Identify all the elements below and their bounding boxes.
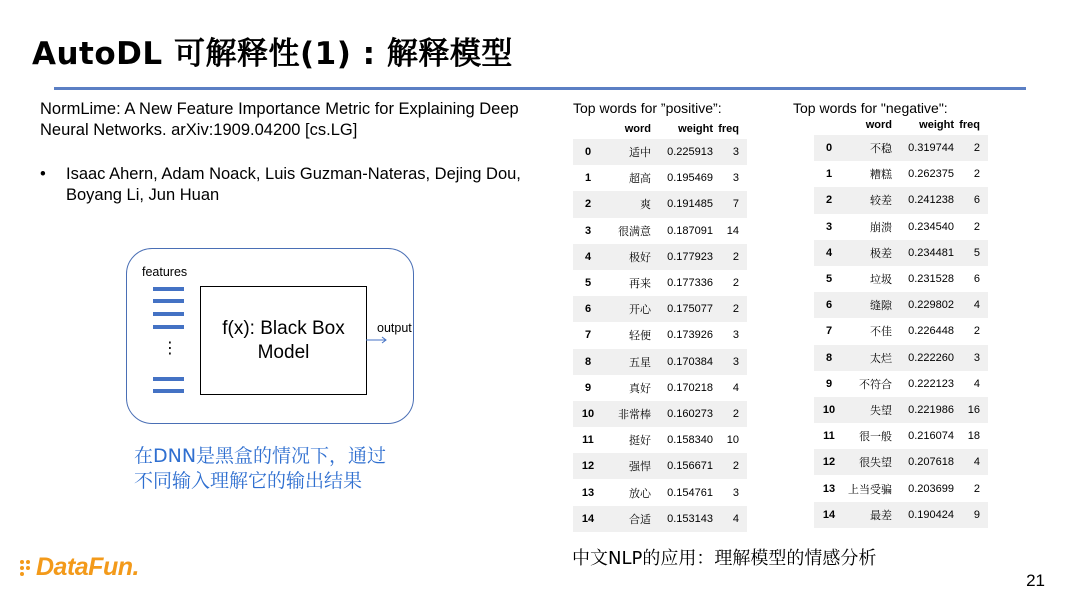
row-freq: 4 <box>732 381 739 394</box>
row-index: 14 <box>581 512 595 525</box>
table-row <box>814 292 988 318</box>
row-weight: 0.173926 <box>667 329 713 342</box>
row-weight: 0.175077 <box>667 303 713 316</box>
row-index: 4 <box>825 246 833 259</box>
row-word: 适中 <box>629 147 651 160</box>
table-row <box>814 318 988 344</box>
row-word: 不符合 <box>859 378 892 391</box>
row-freq: 4 <box>973 299 980 312</box>
row-freq: 3 <box>732 172 739 185</box>
row-index: 0 <box>825 142 833 155</box>
row-freq: 2 <box>973 168 980 181</box>
positive-table-title: Top words for ”positive”: <box>573 100 722 116</box>
row-weight: 0.177336 <box>667 277 713 290</box>
negative-words-table <box>814 115 988 528</box>
row-weight: 0.154761 <box>667 486 713 499</box>
feature-bar-icon <box>153 325 184 329</box>
table-row <box>573 165 747 191</box>
row-weight: 0.241238 <box>908 194 954 207</box>
table-row <box>573 296 747 322</box>
header-word: word <box>865 119 892 131</box>
row-index: 13 <box>822 482 836 495</box>
datafun-logo <box>18 553 139 582</box>
row-freq: 2 <box>732 407 739 420</box>
row-weight: 0.207618 <box>908 456 954 469</box>
row-word: 很一般 <box>859 431 892 444</box>
table-row <box>814 449 988 475</box>
row-weight: 0.319744 <box>908 142 954 155</box>
row-weight: 0.153143 <box>667 512 713 525</box>
row-word: 不佳 <box>870 326 892 339</box>
row-word: 不稳 <box>870 143 892 156</box>
row-weight: 0.222123 <box>908 377 954 390</box>
header-word: word <box>624 123 651 135</box>
row-weight: 0.225913 <box>667 146 713 159</box>
row-weight: 0.221986 <box>908 403 954 416</box>
row-index: 2 <box>825 194 833 207</box>
note-line-2: 不同输入理解它的输出结果 <box>134 470 363 492</box>
row-freq: 2 <box>973 482 980 495</box>
header-freq: freq <box>959 119 980 131</box>
table-row <box>814 187 988 213</box>
row-freq: 18 <box>967 430 980 443</box>
row-index: 6 <box>825 299 833 312</box>
row-index: 3 <box>584 224 592 237</box>
row-word: 较差 <box>870 195 892 208</box>
row-word: 真好 <box>629 382 651 395</box>
row-freq: 3 <box>732 355 739 368</box>
row-freq: 16 <box>967 403 980 416</box>
row-index: 10 <box>822 403 836 416</box>
row-weight: 0.156671 <box>667 460 713 473</box>
row-freq: 3 <box>732 146 739 159</box>
table-header <box>814 115 988 135</box>
row-word: 放心 <box>629 487 651 500</box>
header-weight: weight <box>919 119 954 131</box>
table-row <box>573 375 747 401</box>
table-row <box>573 270 747 296</box>
row-weight: 0.158340 <box>667 434 713 447</box>
row-freq: 2 <box>973 325 980 338</box>
row-freq: 5 <box>973 246 980 259</box>
row-word: 开心 <box>629 304 651 317</box>
title-divider <box>54 87 1026 90</box>
feature-bar-icon <box>153 299 184 303</box>
row-index: 5 <box>825 273 833 286</box>
row-weight: 0.170218 <box>667 381 713 394</box>
features-label: features <box>142 265 188 279</box>
row-index: 9 <box>825 377 833 390</box>
table-row <box>573 401 747 427</box>
row-weight: 0.177923 <box>667 250 713 263</box>
row-weight: 0.190424 <box>908 508 954 521</box>
note-line-1: 在DNN是黑盒的情况下，通过 <box>134 445 387 467</box>
table-row <box>814 214 988 240</box>
table-row <box>814 161 988 187</box>
row-word: 上当受骗 <box>848 483 892 496</box>
feature-bar-icon <box>153 287 184 291</box>
row-index: 7 <box>825 325 833 338</box>
row-word: 失望 <box>870 404 892 417</box>
page-number: 21 <box>1026 571 1045 590</box>
row-index: 1 <box>825 168 833 181</box>
row-word: 缝隙 <box>870 300 892 313</box>
row-weight: 0.222260 <box>908 351 954 364</box>
slide-title: AutoDL 可解释性(1) : 解释模型 <box>32 36 513 72</box>
row-word: 极差 <box>870 247 892 260</box>
black-box-label-line2: Model <box>257 341 310 363</box>
table-header <box>573 119 747 139</box>
row-freq: 2 <box>973 220 980 233</box>
row-word: 再来 <box>629 278 651 291</box>
row-index: 7 <box>584 329 592 342</box>
feature-bar-icon <box>153 312 184 316</box>
row-index: 14 <box>822 508 836 521</box>
table-row <box>573 453 747 479</box>
table-row <box>573 349 747 375</box>
row-freq: 3 <box>973 351 980 364</box>
row-weight: 0.187091 <box>667 224 713 237</box>
row-index: 2 <box>584 198 592 211</box>
logo-text: DataFun. <box>36 553 139 581</box>
application-caption: 中文NLP的应用：理解模型的情感分析 <box>572 548 877 569</box>
vertical-ellipsis: ⋮ <box>162 338 178 357</box>
output-label: output <box>377 321 412 335</box>
table-row <box>814 423 988 449</box>
row-word: 太烂 <box>870 352 892 365</box>
row-index: 11 <box>582 434 594 447</box>
row-weight: 0.226448 <box>908 325 954 338</box>
row-weight: 0.160273 <box>667 407 713 420</box>
negative-table-title: Top words for "negative": <box>793 100 948 116</box>
row-index: 3 <box>825 220 833 233</box>
row-index: 10 <box>581 407 595 420</box>
row-weight: 0.191485 <box>667 198 713 211</box>
bullet-marker: • <box>40 165 46 183</box>
authors-text: Isaac Ahern, Adam Noack, Luis Guzman-Nateras, Dejing Dou, Boyang Li, Jun Huan <box>66 165 521 204</box>
row-freq: 7 <box>732 198 739 211</box>
row-word: 超高 <box>629 173 651 186</box>
row-freq: 2 <box>732 303 739 316</box>
black-box-model <box>200 286 367 395</box>
table-row <box>814 135 988 161</box>
feature-bar-icon <box>153 389 184 393</box>
row-word: 垃圾 <box>870 274 892 287</box>
row-freq: 4 <box>973 456 980 469</box>
row-word: 非常棒 <box>618 408 651 421</box>
row-index: 1 <box>584 172 592 185</box>
row-word: 很满意 <box>618 225 651 238</box>
row-weight: 0.216074 <box>908 430 954 443</box>
table-row <box>573 139 747 165</box>
row-freq: 6 <box>973 194 980 207</box>
table-row <box>573 506 747 532</box>
row-word: 最差 <box>870 509 892 522</box>
table-row <box>573 244 747 270</box>
row-index: 12 <box>581 460 595 473</box>
table-row <box>573 427 747 453</box>
table-row <box>814 266 988 292</box>
row-word: 爽 <box>640 199 651 212</box>
row-word: 极好 <box>629 251 651 264</box>
row-word: 糟糕 <box>870 169 892 182</box>
row-weight: 0.203699 <box>908 482 954 495</box>
row-freq: 3 <box>732 486 739 499</box>
row-weight: 0.262375 <box>908 168 954 181</box>
row-index: 6 <box>584 303 592 316</box>
row-weight: 0.229802 <box>908 299 954 312</box>
row-freq: 2 <box>732 460 739 473</box>
explanation-note <box>134 444 424 494</box>
row-weight: 0.195469 <box>667 172 713 185</box>
table-row <box>573 218 747 244</box>
row-index: 9 <box>584 381 592 394</box>
row-word: 挺好 <box>629 435 651 448</box>
table-row <box>573 191 747 217</box>
row-word: 强悍 <box>629 461 651 474</box>
row-word: 五星 <box>629 356 651 369</box>
row-freq: 14 <box>726 224 739 237</box>
row-index: 12 <box>822 456 836 469</box>
row-index: 4 <box>584 250 592 263</box>
row-freq: 10 <box>726 434 739 447</box>
row-index: 8 <box>584 355 592 368</box>
row-weight: 0.170384 <box>667 355 713 368</box>
positive-words-table <box>573 119 747 532</box>
row-word: 合适 <box>629 513 651 526</box>
authors-bullet <box>40 164 540 206</box>
table-row <box>573 479 747 505</box>
row-index: 5 <box>584 277 592 290</box>
row-word: 轻便 <box>629 330 651 343</box>
row-freq: 2 <box>732 277 739 290</box>
black-box-label-line1: f(x): Black Box <box>222 317 345 339</box>
header-weight: weight <box>678 123 713 135</box>
table-row <box>573 322 747 348</box>
row-weight: 0.234540 <box>908 220 954 233</box>
row-freq: 6 <box>973 273 980 286</box>
row-freq: 2 <box>973 142 980 155</box>
row-freq: 4 <box>973 377 980 390</box>
paper-reference: NormLime: A New Feature Importance Metric for Explaining Deep Neural Networks. arXiv:1909.04200 [cs.LG] <box>40 100 519 139</box>
row-index: 0 <box>584 146 592 159</box>
table-row <box>814 240 988 266</box>
row-weight: 0.231528 <box>908 273 954 286</box>
logo-dots-icon <box>18 558 34 578</box>
feature-bar-icon <box>153 377 184 381</box>
row-freq: 9 <box>973 508 980 521</box>
row-index: 11 <box>823 430 835 443</box>
row-word: 崩溃 <box>870 221 892 234</box>
row-freq: 4 <box>732 512 739 525</box>
row-freq: 2 <box>732 250 739 263</box>
row-weight: 0.234481 <box>908 246 954 259</box>
row-index: 13 <box>581 486 595 499</box>
table-row <box>814 397 988 423</box>
table-row <box>814 475 988 501</box>
table-row <box>814 371 988 397</box>
row-word: 很失望 <box>859 457 892 470</box>
output-arrow-icon <box>366 334 390 346</box>
row-index: 8 <box>825 351 833 364</box>
header-freq: freq <box>718 123 739 135</box>
table-row <box>814 502 988 528</box>
row-freq: 3 <box>732 329 739 342</box>
table-row <box>814 345 988 371</box>
